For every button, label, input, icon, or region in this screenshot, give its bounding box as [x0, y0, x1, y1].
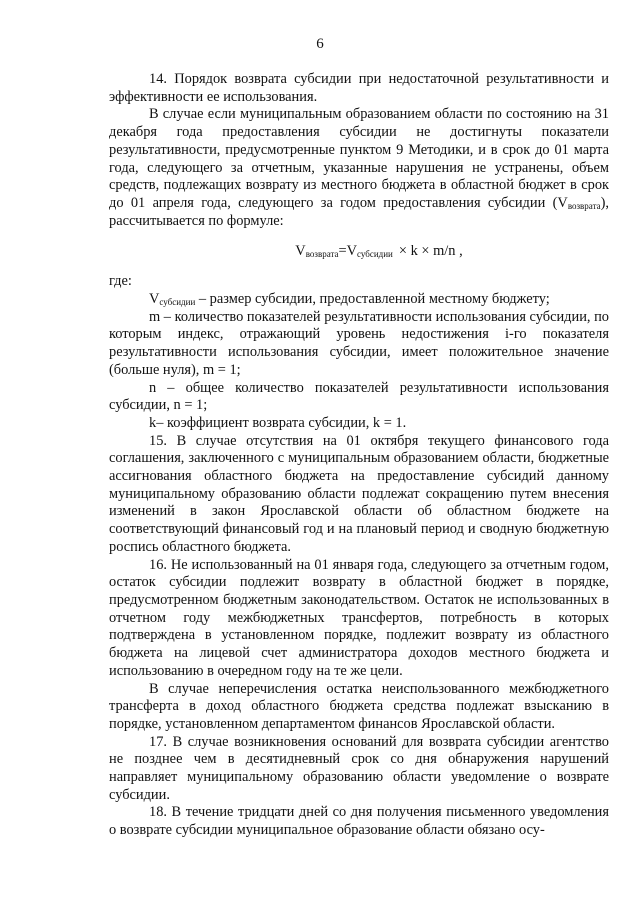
section-14-subscript: возврата	[567, 200, 601, 211]
section-18: 18. В течение тридцати дней со дня получения письменного уведомления о возврате субсидии муниципальное образование области обязано осу-	[109, 804, 609, 839]
return-formula	[109, 241, 609, 261]
section-16-continued: В случае неперечисления остатка неиспользованного межбюджетного трансферта в доход областного бюджета средства подлежат взысканию в порядке, установленном департаментом финансов Ярославской области.	[109, 680, 609, 732]
section-14-text-b: ), рассчитывается по формуле:	[109, 194, 609, 229]
section-14-heading: 14. Порядок возврата субсидии при недостаточной результативности и эффективности ее использования.	[109, 71, 609, 105]
definition-v-text: – размер субсидии, предоставленной местному бюджету;	[198, 291, 550, 308]
definition-k: k– коэффициент возврата субсидии, k = 1.	[149, 414, 407, 431]
section-17: 17. В случае возникновения оснований для возврата субсидии агентство не позднее чем в десятидневный срок со дня обнаружения нарушений направляет муниципальному образованию области уведомление о возврате субсидии.	[109, 733, 609, 803]
formula-sub-subsidy: субсидии	[357, 249, 393, 260]
formula-sub-return: возврата	[305, 249, 339, 260]
definition-v	[109, 291, 609, 309]
definition-v-subscript: субсидии	[159, 297, 196, 308]
section-14-text	[109, 106, 609, 230]
definition-n: n – общее количество показателей результативности использования субсидии, n = 1;	[109, 379, 609, 414]
section-16: 16. Не использованный на 01 января года, следующего за отчетным годом, остаток субсидии подлежит возврату в областной бюджет в порядке, предусмотренном бюджетным законодательством. Остаток не использованных в отчетном году межбюджетных трансфертов, потребность в которых подтверждена в установленном порядке, подлежит возврату из областного бюджета на лицевой счет администратора доходов местного бюджета и использованию в очередном году на те же цели.	[109, 556, 609, 679]
formula-equals-v: =V	[338, 243, 358, 260]
page-number: 6	[316, 36, 324, 52]
where-label: где:	[109, 273, 132, 290]
section-14-text-a: В случае если муниципальным образованием области по состоянию на 31 декабря года предоставления субсидии не достигнуты показатели результативности, предусмотренные пунктом 9 Методики, и в срок до 01 марта года, следующего за отчетным, указанные нарушения не устранены, объем средств, подлежащих возврату из местного бюджета в областной бюджет в срок до 01 апреля года, следующего за годом предоставления субсидии (V	[109, 106, 609, 211]
formula-rest: × k × m/n ,	[398, 243, 463, 260]
definition-v-symbol: V	[149, 291, 160, 308]
section-15: 15. В случае отсутствия на 01 октября текущего финансового года соглашения, заключенного с муниципальным образованием области, бюджетные ассигнования областного бюджета на предоставление субсидий данному муниципальному образованию области подлежат сокращению путем внесения изменений в закон Ярославской области об областном бюджете на соответствующий финансовый год и на плановый период и сводную бюджетную роспись областного бюджета.	[109, 432, 609, 555]
document-body	[109, 71, 609, 840]
definition-m: m – количество показателей результативности использования субсидии, по которым индекс, отражающий уровень недостижения i-го показателя результативности использования субсидии, имеет положительное значение (больше нуля), m = 1;	[109, 308, 609, 378]
formula-v: V	[295, 243, 306, 260]
